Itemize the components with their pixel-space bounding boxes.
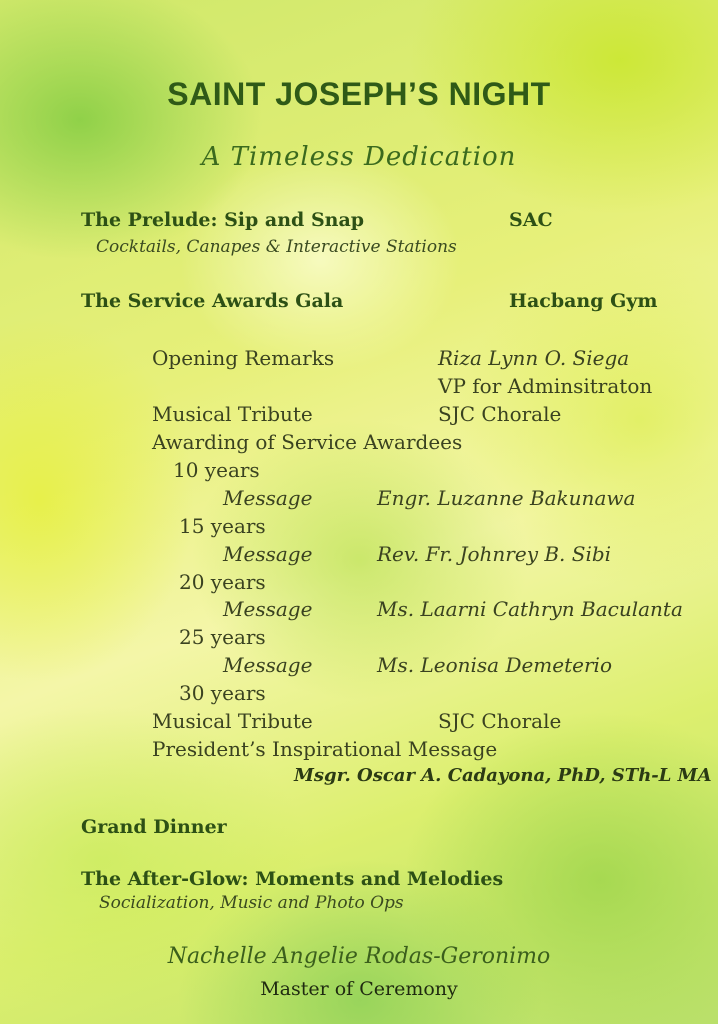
musical-tribute-2-label: Musical Tribute <box>152 709 313 733</box>
president-name: Msgr. Oscar A. Cadayona, PhD, STh-L MA <box>294 765 712 786</box>
years-15-label: 15 years <box>179 514 266 538</box>
president-message-label: President’s Inspirational Message <box>152 737 498 761</box>
years-20-message-label: Message <box>223 597 313 621</box>
awarding-label: Awarding of Service Awardees <box>152 430 463 454</box>
gala-venue: Hacbang Gym <box>509 290 658 312</box>
musical-tribute-label: Musical Tribute <box>152 402 313 426</box>
program-title: SAINT JOSEPH’S NIGHT <box>167 76 551 112</box>
opening-remarks-person: Riza Lynn O. Siega <box>438 346 630 370</box>
musical-tribute-2-performer: SJC Chorale <box>438 709 562 733</box>
years-10-message-label: Message <box>223 486 313 510</box>
years-25-message-label: Message <box>223 653 313 677</box>
prelude-heading: The Prelude: Sip and Snap <box>81 209 365 231</box>
years-20-label: 20 years <box>179 570 266 594</box>
host-name: Nachelle Angelie Rodas-Geronimo <box>167 944 551 969</box>
opening-remarks-label: Opening Remarks <box>152 346 335 370</box>
host-role: Master of Ceremony <box>260 978 458 1000</box>
program-subtitle: A Timeless Dedication <box>201 142 517 172</box>
musical-tribute-performer: SJC Chorale <box>438 402 562 426</box>
grand-dinner-heading: Grand Dinner <box>81 816 227 838</box>
years-25-speaker: Ms. Leonisa Demeterio <box>377 653 612 677</box>
afterglow-detail: Socialization, Music and Photo Ops <box>99 893 404 913</box>
prelude-detail: Cocktails, Canapes & Interactive Stations <box>96 237 457 257</box>
afterglow-heading: The After-Glow: Moments and Melodies <box>81 868 504 890</box>
gala-heading: The Service Awards Gala <box>81 290 344 312</box>
years-15-message-label: Message <box>223 542 313 566</box>
years-10-label: 10 years <box>173 458 260 482</box>
opening-remarks-position: VP for Adminsitraton <box>438 374 653 398</box>
years-10-speaker: Engr. Luzanne Bakunawa <box>377 486 636 510</box>
years-30-label: 30 years <box>179 681 266 705</box>
years-25-label: 25 years <box>179 625 266 649</box>
prelude-venue: SAC <box>509 209 553 231</box>
years-15-speaker: Rev. Fr. Johnrey B. Sibi <box>377 542 612 566</box>
years-20-speaker: Ms. Laarni Cathryn Baculanta <box>377 597 683 621</box>
